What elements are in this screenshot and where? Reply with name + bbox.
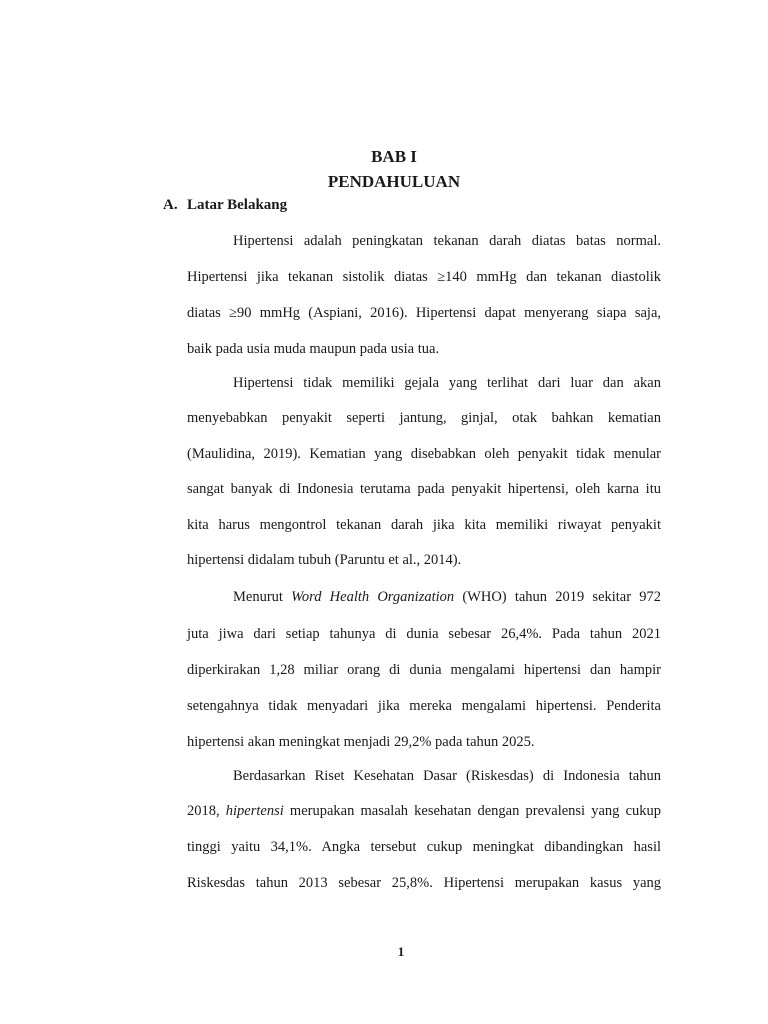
paragraph-line: (Maulidina, 2019). Kematian yang disebabkan oleh penyakit tidak menular bbox=[187, 446, 661, 462]
chapter-title: PENDAHULUAN bbox=[327, 172, 461, 191]
paragraph-line: sangat banyak di Indonesia terutama pada penyakit hipertensi, oleh karna itu bbox=[187, 481, 661, 497]
text-run: merupakan masalah kesehatan dengan prevalensi yang cukup bbox=[283, 803, 661, 819]
page-number: 1 bbox=[397, 944, 405, 959]
paragraph-line: Berdasarkan Riset Kesehatan Dasar (Riskesdas) di Indonesia tahun bbox=[233, 768, 661, 784]
text-run: (WHO) tahun 2019 sekitar 972 bbox=[454, 589, 662, 605]
section-letter: A. bbox=[163, 197, 178, 213]
paragraph-line: baik pada usia muda maupun pada usia tua. bbox=[187, 341, 440, 357]
italic-term: Word Health Organization bbox=[291, 589, 455, 605]
paragraph-line bbox=[187, 587, 661, 607]
text-run: Menurut bbox=[233, 589, 292, 605]
paragraph-line: Riskesdas tahun 2013 sebesar 25,8%. Hipertensi merupakan kasus yang bbox=[187, 875, 661, 891]
text-run: 2018, bbox=[187, 803, 226, 819]
paragraph-line: hipertensi didalam tubuh (Paruntu et al., 2014). bbox=[187, 552, 462, 568]
section-heading bbox=[163, 195, 287, 215]
paragraph-line: kita harus mengontrol tekanan darah jika kita memiliki riwayat penyakit bbox=[187, 517, 661, 533]
paragraph-line: Hipertensi tidak memiliki gejala yang terlihat dari luar dan akan bbox=[233, 375, 661, 391]
paragraph-line: Hipertensi jika tekanan sistolik diatas ≥140 mmHg dan tekanan diastolik bbox=[187, 269, 661, 285]
chapter-number: BAB I bbox=[371, 147, 417, 166]
paragraph-line: setengahnya tidak menyadari jika mereka mengalami hipertensi. Penderita bbox=[187, 698, 661, 714]
paragraph-line: diperkirakan 1,28 miliar orang di dunia mengalami hipertensi dan hampir bbox=[187, 662, 661, 678]
paragraph-line bbox=[187, 801, 661, 821]
paragraph-line: tinggi yaitu 34,1%. Angka tersebut cukup meningkat dibandingkan hasil bbox=[187, 839, 661, 855]
section-title: Latar Belakang bbox=[187, 197, 288, 213]
paragraph-line: diatas ≥90 mmHg (Aspiani, 2016). Hipertensi dapat menyerang siapa saja, bbox=[187, 305, 661, 321]
paragraph-line: menyebabkan penyakit seperti jantung, ginjal, otak bahkan kematian bbox=[187, 410, 661, 426]
paragraph-line: hipertensi akan meningkat menjadi 29,2% pada tahun 2025. bbox=[187, 734, 535, 750]
italic-term: hipertensi bbox=[225, 803, 284, 819]
paragraph-line: Hipertensi adalah peningkatan tekanan darah diatas batas normal. bbox=[233, 233, 661, 249]
paragraph-line: juta jiwa dari setiap tahunya di dunia sebesar 26,4%. Pada tahun 2021 bbox=[187, 626, 661, 642]
